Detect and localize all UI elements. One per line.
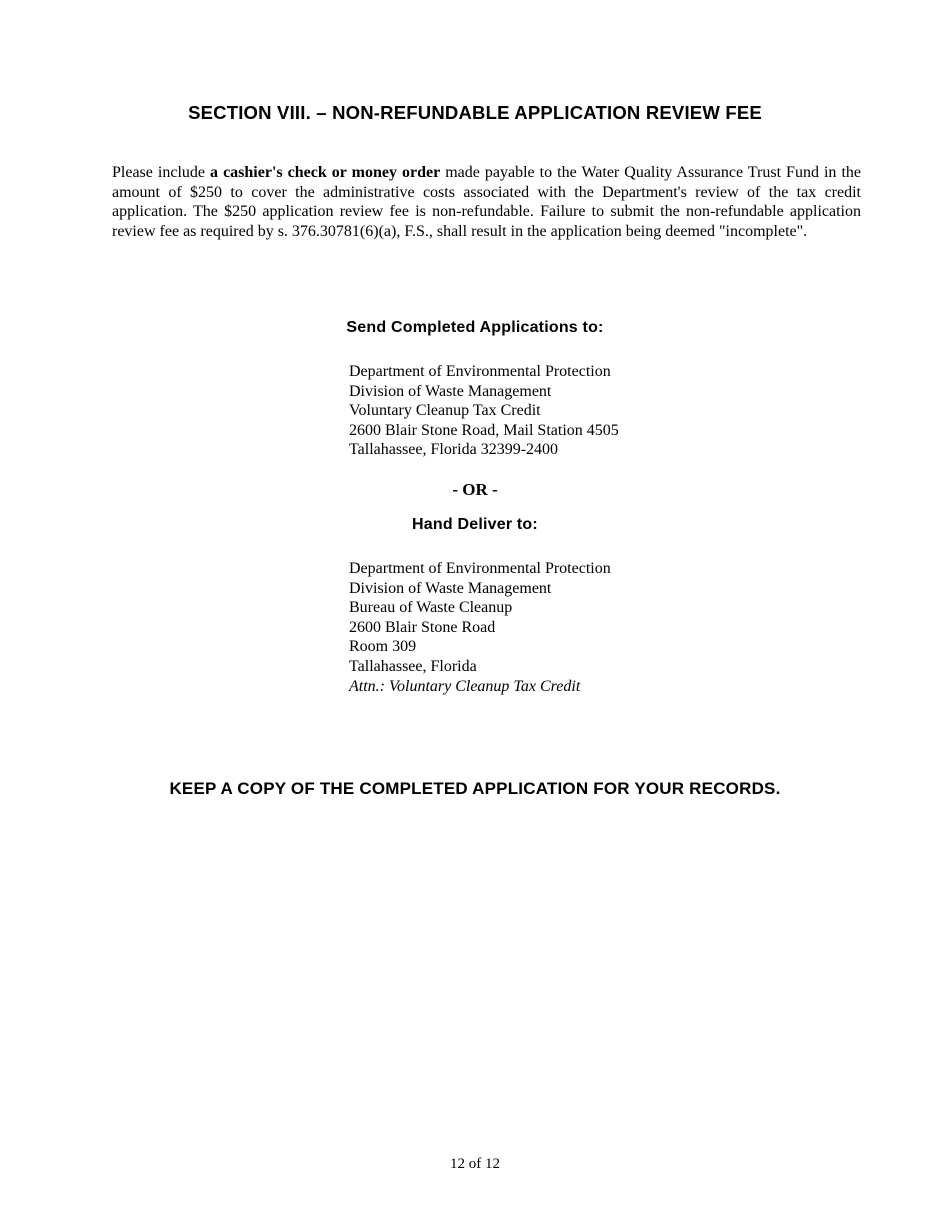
address-line: Tallahassee, Florida 32399-2400 [349, 441, 559, 459]
keep-copy-notice: KEEP A COPY OF THE COMPLETED APPLICATION FOR YOUR RECORDS. [169, 779, 781, 798]
paragraph-bold: a cashier's check or money order [210, 164, 441, 181]
hand-address [349, 559, 611, 696]
hand-deliver-heading: Hand Deliver to: [412, 516, 538, 533]
section-title: SECTION VIII. – NON-REFUNDABLE APPLICATION REVIEW FEE [188, 102, 762, 123]
address-line: Tallahassee, Florida [349, 657, 477, 675]
send-heading: Send Completed Applications to: [346, 319, 604, 336]
send-address [349, 362, 619, 460]
address-line: 2600 Blair Stone Road, Mail Station 4505 [349, 421, 619, 439]
attention-line: Attn.: Voluntary Cleanup Tax Credit [349, 677, 581, 695]
address-line: Room 309 [349, 638, 417, 656]
address-line: 2600 Blair Stone Road [349, 618, 496, 636]
address-line: Department of Environmental Protection [349, 560, 611, 577]
paragraph-pre: Please include [112, 164, 211, 181]
page-number: 12 of 12 [450, 1156, 500, 1172]
address-line: Division of Waste Management [349, 579, 552, 597]
address-line: Voluntary Cleanup Tax Credit [349, 402, 541, 420]
address-line: Department of Environmental Protection [349, 363, 611, 380]
address-line: Division of Waste Management [349, 382, 552, 400]
paragraph-post: made payable to the Water Quality Assurance Trust Fund in the amount of $250 to cover the administrative costs associated with the Department's review of the tax credit application. The $250 application review fee is non-refundable. Failure to submit the non-refundable application review fee as required by s. 376.30781(6)(a), F.S., shall result in the application being deemed "incomplete". [112, 164, 861, 240]
fee-paragraph [112, 163, 861, 241]
or-separator: - OR - [452, 480, 498, 499]
address-line: Bureau of Waste Cleanup [349, 599, 513, 617]
